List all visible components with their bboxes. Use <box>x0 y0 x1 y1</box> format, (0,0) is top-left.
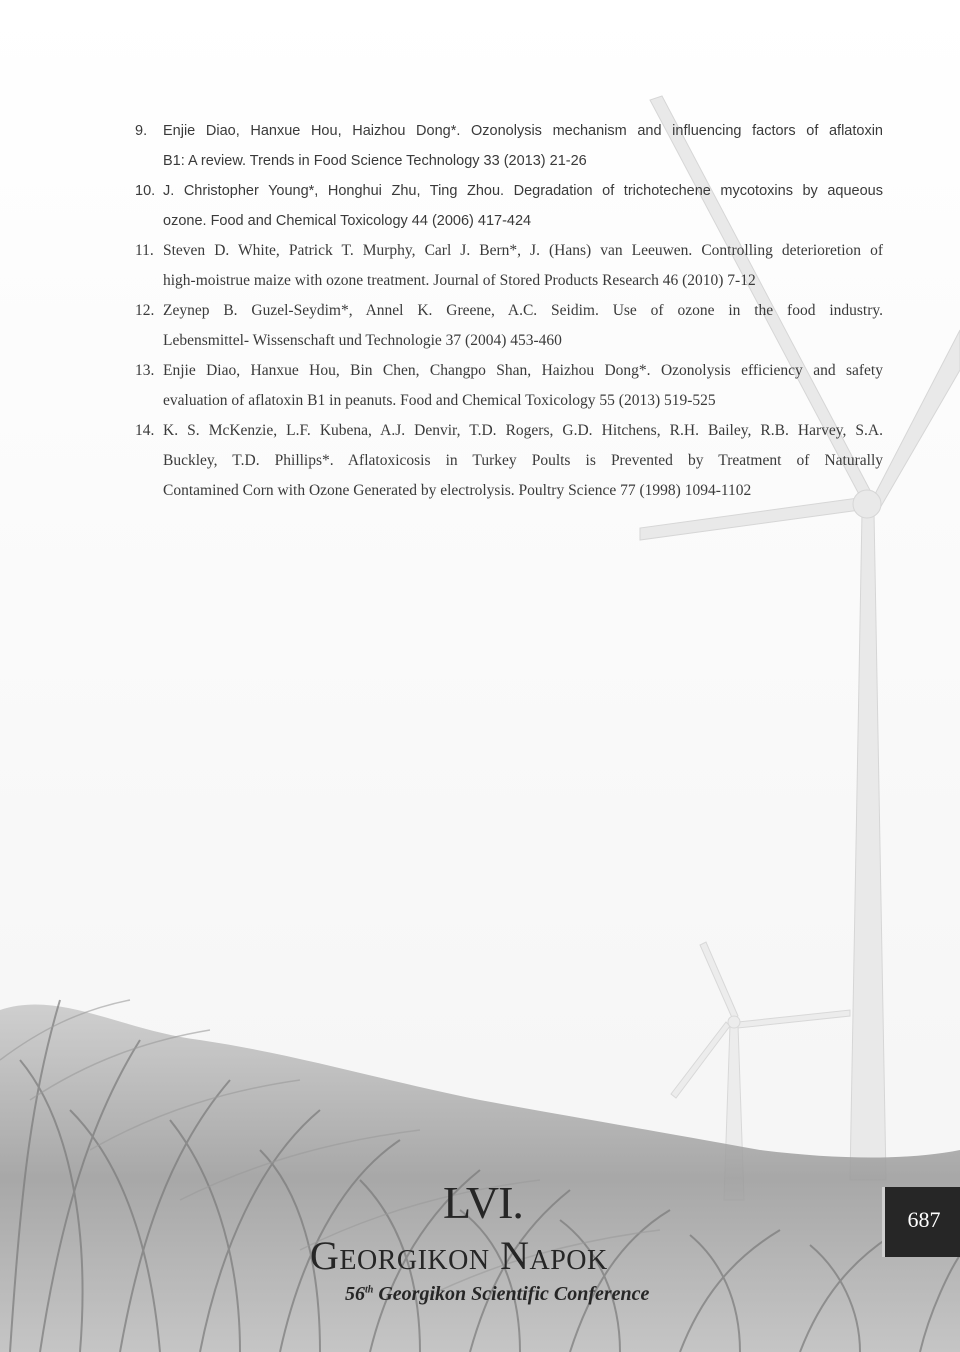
conference-name: Georgikon Scientific Conference <box>378 1283 650 1305</box>
conference-ordinal: 56 <box>345 1283 365 1305</box>
volume-label: LVI. <box>443 1177 523 1228</box>
reference-line: Enjie Diao, Hanxue Hou, Bin Chen, Changpo Shan, Haizhou Dong*. Ozonolysis efficiency and safety <box>163 362 883 379</box>
reference-number: 12. <box>135 302 155 319</box>
conference-subtitle <box>345 1283 649 1306</box>
page-number: 687 <box>907 1207 941 1232</box>
reference-line: Zeynep B. Guzel-Seydim*, Annel K. Greene, A.C. Seidim. Use of ozone in the food industry. <box>163 302 883 319</box>
page-number-box <box>882 1187 960 1257</box>
reference-line: J. Christopher Young*, Honghui Zhu, Ting Zhou. Degradation of trichotechene mycotoxins by aqueous <box>163 183 883 199</box>
reference-line: evaluation of aflatoxin B1 in peanuts. Food and Chemical Toxicology 55 (2013) 519-525 <box>163 392 716 409</box>
reference-line: Contamined Corn with Ozone Generated by electrolysis. Poultry Science 77 (1998) 1094-1102 <box>163 482 752 499</box>
reference-line: high-moistrue maize with ozone treatment. Journal of Stored Products Research 46 (2010) 7-12 <box>163 272 756 289</box>
reference-number: 11. <box>135 242 154 259</box>
conference-title: Georgikon Napok <box>310 1233 608 1278</box>
reference-number: 9. <box>135 123 148 139</box>
reference-line: Lebensmittel- Wissenschaft und Technologie 37 (2004) 453-460 <box>163 332 562 349</box>
reference-line: K. S. McKenzie, L.F. Kubena, A.J. Denvir, T.D. Rogers, G.D. Hitchens, R.H. Bailey, R.B. Harvey, S.A. <box>163 422 883 439</box>
reference-line: Steven D. White, Patrick T. Murphy, Carl J. Bern*, J. (Hans) van Leeuwen. Controlling deterioretion of <box>163 242 883 259</box>
reference-line: B1: A review. Trends in Food Science Technology 33 (2013) 21-26 <box>163 153 587 169</box>
reference-line: Buckley, T.D. Phillips*. Aflatoxicosis in Turkey Poults is Prevented by Treatment of Naturally <box>163 452 883 469</box>
reference-line: Enjie Diao, Hanxue Hou, Haizhou Dong*. Ozonolysis mechanism and influencing factors of aflatoxin <box>163 123 883 139</box>
reference-line: ozone. Food and Chemical Toxicology 44 (2006) 417-424 <box>163 213 532 229</box>
reference-number: 14. <box>135 422 155 439</box>
conference-ordinal-suffix: th <box>365 1284 374 1296</box>
reference-number: 10. <box>135 183 156 199</box>
reference-number: 13. <box>135 362 155 379</box>
